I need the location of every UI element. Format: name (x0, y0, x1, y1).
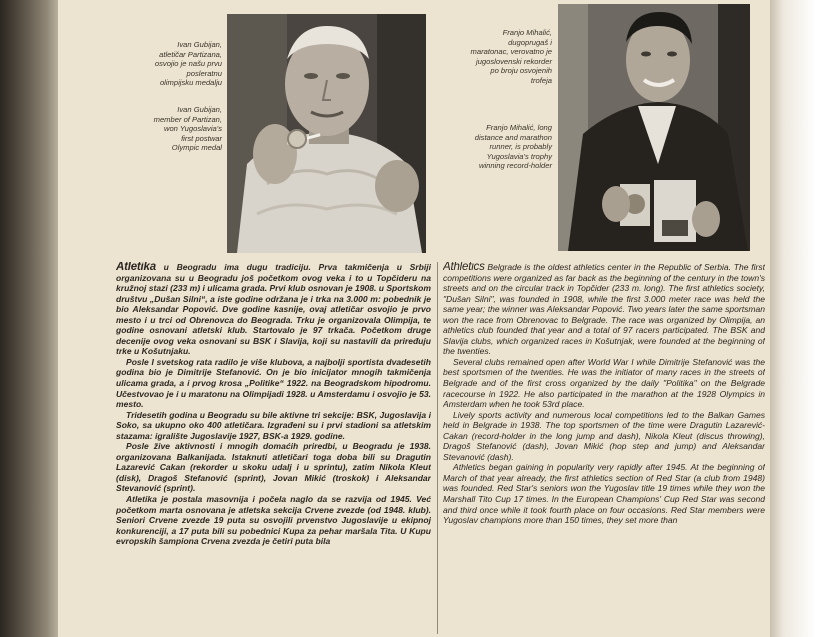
serbian-text-column (116, 262, 431, 637)
english-paragraph: Athletics began gaining in popularity very rapidly after 1945. At the beginning of March of that year already, the first athletics section of Red Star (a club from 1948) was founded. Red Star's seniors won the Yugoslav title 19 times while they won the Marshall Tito Cup 17 times. In the European Champions' Cup Red Star was second and third once while it took fourth place on four occasions. Red Star members were Yugoslav champions more than 150 times, they set more than (443, 462, 765, 526)
serbian-paragraph: Tridesetih godina u Beogradu su bile aktivne tri sekcije: BSK, Jugoslavija i Soko, sa ukupno oko 400 atletičara. Izgrađeni su i prvi stadioni sa atletskim stazama: igralište Jugoslavije 1927, BSK-a 1929. godine. (116, 409, 431, 441)
caption-mihalic-english: Franjo Mihalić, long distance and marathon runner, is probably Yugoslavia's trophy winning record-holder (474, 123, 552, 171)
photo-franjo-mihalic (558, 4, 750, 251)
english-paragraph-text: Belgrade is the oldest athletics center in the Republic of Serbia. The first competitions were organized as far back as the beginning of the century in the town's streets and on the circular track in Topčider (233 m. long). The first athletics society, "Dušan Silni", was founded in 1908, while the first 3.000 meter race was held the same year; the winner was Aleksandar Popović. Two years later the same sportsman won the race from Obrenovac to Belgrade. The race was organized by Olimpija, an athletics club founded that year and a total of 97 racers participated. The BSK and Slavija clubs, which organized races in Košutnjak, were founded at the beginning of the twenties. (443, 262, 765, 357)
book-spine (0, 0, 58, 637)
serbian-paragraph: Posle žive aktivnosti i mnogih domaćih priredbi, u Beogradu je 1938. organizovana Balkanijada. Istaknuti atletičari toga doba bili su Dragutin Lazarević Cakan (rekorder u skoku udalj i u sprintu), zatim Nikola Kleut (disk), Dragoš Stefanović (sprint), Jovan Mikić (troskok) i Aleksandar Stevanović (sprint). (116, 441, 431, 494)
serbian-paragraph: Posle I svetskog rata radilo je više klubova, a najbolji sportista dvadesetih godina bio je Dimitrije Stefanović. On je bio inicijator mnogih takmičenja ulicama grada, a i prvog krosa „Politike“ 1922. na Beogradskom hipodromu. Učestvovao je i u maratonu na Olimpijadi 1928. u Amsterdamu i osvojio je 53. mesto. (116, 356, 431, 410)
english-heading: Athletics (443, 262, 485, 273)
english-paragraph: Several clubs remained open after World War I while Dimitrije Stefanović was the best sportsmen of the twenties. He was the initiator of many races in the streets of Belgrade and of the first cross organized by the daily "Politika" on the Belgrade racecourse in 1922. He also participated in the marathon at the 1928 Olympics in Amsterdam when he took 53rd place. (443, 356, 765, 410)
photo-ivan-gubijan (227, 14, 426, 253)
english-paragraph: Lively sports activity and numerous local competitions led to the Balkan Games held in Belgrade in 1938. The top sportsmen of the time were Dragutin Lazarević-Cakan (record-holder in the long jump and dash), Nikola Kleut (discus throwing), Dragoš Stefanović (dash), Jovan Mikić (hop step and jump) and Aleksandar Stevanović (dash). (443, 409, 765, 462)
serbian-paragraph-text: u Beogradu ima dugu tradiciju. Prva takmičenja u Srbiji organizovana su u Beogradu još početkom ovog veka i to u Topčideru na kružnoj stazi (233 m) i ulicama grada. Prvi klub osnovan je 1908. u Sportskom društvu „Dušan Silni“, a iste godine održana je i trka na 3.000 m: pobednik je bio Aleksandar Popović. Dve godine kasnije, ovaj atletičar osvojio je prvo mesto i u trci od Obrenovca do Beograda. Trku je organizovala Olimpija, te godine osnovani atletski klub. Startovalo je 97 trkača. Početkom druge decenije ovog veka osnovani su BSK i Slavija, koji su nastavili da priređuju trke u Košutnjaku. (116, 262, 431, 357)
column-divider (437, 262, 438, 634)
caption-mihalic-serbian: Franjo Mihalić, dugoprugaš i maratonac, verovatno je jugoslovenski rekorder po broju osvojenih trofeja (470, 28, 552, 85)
serbian-paragraph: Atletika je postala masovnija i počela naglo da se razvija od 1945. Već početkom marta osnovana je atletska sekcija Crvene zvezde (od 1948. klub). Seniori Crvene zvezde 19 puta su osvojili prvenstvo Jugoslavije u ekipnoj konkurenciji, a 17 puta bili su pobednici Kupa za pehar maršala Tita. U Kupu evropskih šampiona Crvena zvezda je četiri puta bila (116, 494, 431, 547)
page-edge (770, 0, 816, 637)
serbian-heading: Atletika (116, 262, 156, 273)
english-paragraph (443, 262, 765, 357)
caption-gubijan-serbian: Ivan Gubijan, atletičar Partizana, osvojio je našu prvu posleratnu olimpijsku medalju (154, 40, 222, 88)
english-text-column (443, 262, 765, 637)
caption-gubijan-english: Ivan Gubijan, member of Partizan, won Yugoslavia's first postwar Olympic medal (153, 105, 222, 153)
serbian-paragraph (116, 262, 431, 357)
